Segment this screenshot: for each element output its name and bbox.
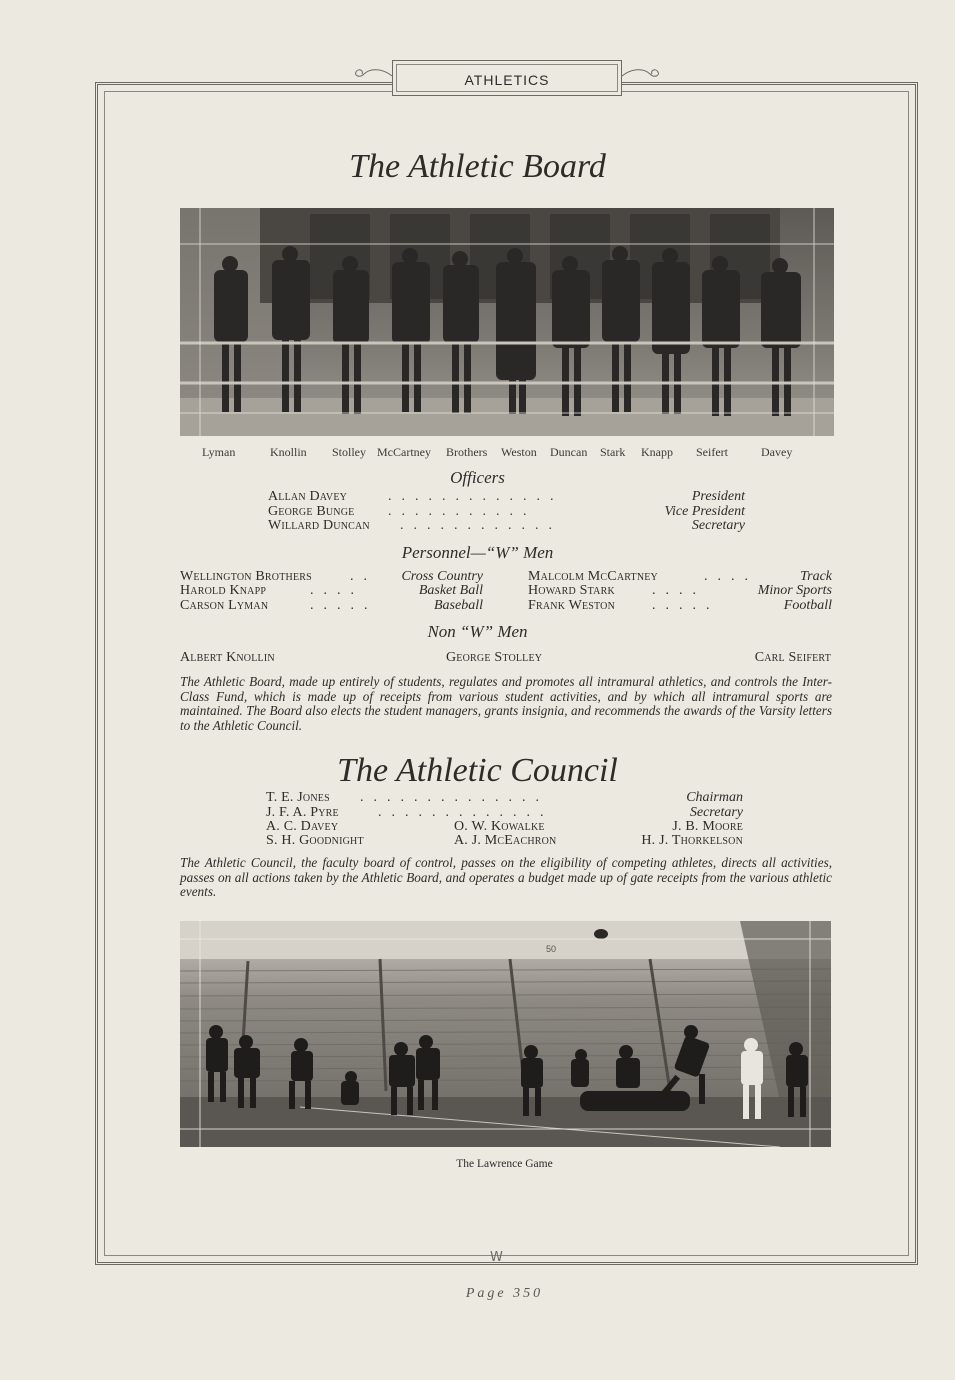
council-member: A. J. McEachron <box>454 833 557 848</box>
caption-name: Stolley <box>332 445 367 459</box>
leader-dots: .... <box>652 583 706 598</box>
personnel-name: Howard Stark <box>528 583 615 598</box>
leader-dots: .............. <box>360 790 549 805</box>
caption-name: Brothers <box>446 445 488 459</box>
non-w-heading: Non “W” Men <box>427 622 528 641</box>
council-officer-name: J. F. A. Pyre <box>266 805 339 820</box>
board-title: The Athletic Board <box>349 148 606 185</box>
council-officer-role: Secretary <box>689 805 743 820</box>
lawrence-game-photo <box>180 921 831 1147</box>
section-header: ATHLETICS <box>392 60 622 96</box>
board-group-photo <box>180 208 834 436</box>
leader-dots: ..... <box>310 598 378 613</box>
personnel-sport: Minor Sports <box>757 583 832 598</box>
caption-name: Weston <box>501 445 537 459</box>
leader-dots: .. <box>350 569 377 584</box>
caption-name: Duncan <box>550 445 588 459</box>
personnel-name: Wellington Brothers <box>180 569 312 584</box>
council-officer-name: T. E. Jones <box>266 790 330 805</box>
council-description: The Athletic Council, the faculty board of control, passes on the eligibility of competing athletes, directs all activities, passes on all actions taken by the Athletic Board, and operates a budget made up of gate receipts from the various athletic events. <box>180 855 832 899</box>
caption-name: Knapp <box>641 445 673 459</box>
caption-name: McCartney <box>377 445 431 459</box>
officer-name: Allan Davey <box>268 489 348 504</box>
page-number: Page 350 <box>465 1286 544 1301</box>
leader-dots: .... <box>704 569 758 584</box>
leader-dots: ............. <box>378 805 554 820</box>
personnel-sport: Track <box>800 569 832 584</box>
leader-dots: ........... <box>388 504 537 519</box>
council-member: O. W. Kowalke <box>454 819 545 834</box>
left-scroll-ornament <box>352 66 392 82</box>
officer-role: Secretary <box>691 518 745 533</box>
personnel-sport: Football <box>783 598 832 613</box>
officer-role: Vice President <box>664 504 745 519</box>
leader-dots: ..... <box>652 598 720 613</box>
personnel-name: Malcolm McCartney <box>528 569 658 584</box>
personnel-name: Harold Knapp <box>180 583 267 598</box>
personnel-sport: Cross Country <box>401 569 483 584</box>
officer-name: Willard Duncan <box>268 518 370 533</box>
caption-name: Lyman <box>202 445 236 459</box>
caption-name: Stark <box>600 445 626 459</box>
right-scroll-ornament <box>622 66 662 82</box>
leader-dots: ............ <box>400 518 562 533</box>
w-emblem: W <box>490 1250 503 1265</box>
non-w-name: Albert Knollin <box>180 650 275 665</box>
personnel-heading: Personnel—“W” Men <box>401 543 554 562</box>
caption-name: Knollin <box>270 445 307 459</box>
personnel-sport: Basket Ball <box>418 583 483 598</box>
council-member: H. J. Thorkelson <box>641 833 743 848</box>
officers-heading: Officers <box>450 468 505 487</box>
leader-dots: .... <box>310 583 364 598</box>
board-description: The Athletic Board, made up entirely of students, regulates and promotes all intramural athletics, and controls the Inter-Class Fund, which is made up of receipts from various student activities, and by which all intramural sports are maintained. The Board also elects the student managers, grants insignia, and recommends the awards of the Varsity letters to the Athletic Council. <box>180 674 832 733</box>
yard-marker: 50 <box>546 944 557 954</box>
non-w-name: Carl Seifert <box>754 650 831 665</box>
board-photo-captions <box>180 445 834 461</box>
council-member: S. H. Goodnight <box>266 833 364 848</box>
officer-role: President <box>691 489 745 504</box>
officer-name: George Bunge <box>268 504 355 519</box>
council-title: The Athletic Council <box>337 752 618 789</box>
personnel-name: Frank Weston <box>528 598 616 613</box>
personnel-sport: Baseball <box>434 598 483 613</box>
leader-dots: ............. <box>388 489 564 504</box>
non-w-name: George Stolley <box>446 650 543 665</box>
council-member: A. C. Davey <box>266 819 339 834</box>
caption-name: Seifert <box>696 445 728 459</box>
game-photo-caption: The Lawrence Game <box>456 1158 553 1170</box>
council-member: J. B. Moore <box>672 819 743 834</box>
caption-name: Davey <box>761 445 793 459</box>
council-officer-role: Chairman <box>686 790 743 805</box>
personnel-name: Carson Lyman <box>180 598 269 613</box>
